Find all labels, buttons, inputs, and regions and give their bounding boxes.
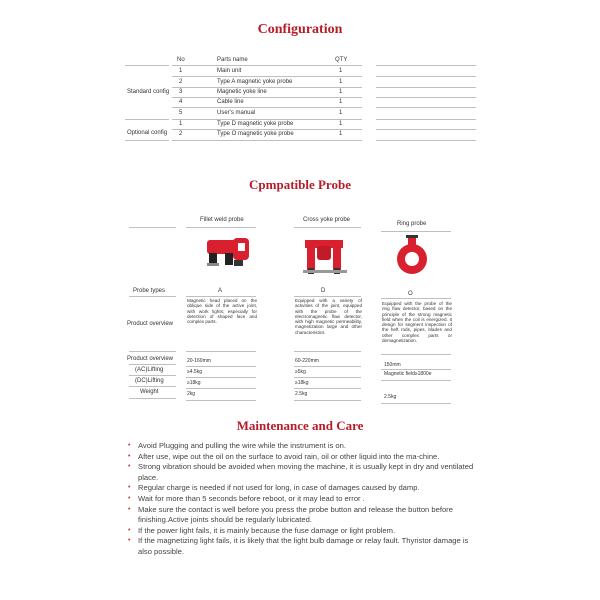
row-rule <box>186 366 256 367</box>
row-rule <box>129 351 176 352</box>
row-no: 5 <box>179 110 183 116</box>
probe-ac-lifting: ≥5kg <box>295 369 306 375</box>
probe-type: A <box>218 288 223 294</box>
probe-weight: 2.5kg <box>384 394 397 400</box>
bullet-icon: • <box>128 463 131 471</box>
group-label-standard: Standard config <box>127 89 170 95</box>
row-name: Type O magnetic yoke probe <box>217 131 294 137</box>
header-qty: QTY <box>335 57 348 63</box>
row-rule <box>172 97 362 98</box>
row-rule <box>129 364 176 365</box>
row-rule <box>172 76 362 77</box>
row-rule <box>186 227 256 228</box>
row-rule <box>381 403 451 404</box>
row-rule <box>172 119 362 120</box>
bullet-icon: • <box>128 526 131 534</box>
probe-type: O <box>408 291 413 297</box>
row-rule <box>172 87 362 88</box>
row-no: 1 <box>179 121 183 127</box>
fillet-weld-probe-image <box>203 234 253 274</box>
row-no: 2 <box>179 79 183 85</box>
row-rule <box>381 369 451 370</box>
cross-yoke-probe-image <box>303 234 349 276</box>
probe-range: 150mm <box>384 362 401 368</box>
group-rule <box>125 119 169 120</box>
row-label-dc: (DC)Lifting <box>135 378 164 384</box>
row-rule <box>381 354 451 355</box>
bullet-icon: • <box>128 494 131 502</box>
row-rule <box>129 375 176 376</box>
row-no: 1 <box>179 68 183 74</box>
probe-ac-lifting: ≥4.5kg <box>187 369 202 375</box>
probe-type: D <box>321 288 326 294</box>
row-name: User's manual <box>217 110 256 116</box>
row-rule <box>172 140 362 141</box>
row-rule <box>186 351 256 352</box>
row-label-ac: (AC)Lifting <box>135 367 164 373</box>
header-rule <box>172 65 362 66</box>
row-rule <box>186 377 256 378</box>
list-item <box>126 526 476 537</box>
list-item <box>126 536 476 557</box>
list-item <box>126 441 476 452</box>
row-rule <box>172 107 362 108</box>
row-no: 4 <box>179 99 183 105</box>
probe-title: Cpmpatible Probe <box>249 177 351 192</box>
row-rule <box>294 400 361 401</box>
probe-range: 60-220mm <box>295 358 319 364</box>
probe-overview: Equipped with a variety of activities of the joint, equipped with the probe of the electromagnetic flaw detector, with high magnetic permeability, magnetization large and other characteristics. <box>295 298 362 335</box>
bullet-icon: • <box>128 452 131 460</box>
row-qty: 1 <box>339 68 343 74</box>
blank-column-rule <box>376 140 476 141</box>
row-name: Type A magnetic yoke probe <box>217 79 293 85</box>
blank-column-rule <box>376 65 476 66</box>
maintenance-title: Maintenance and Care <box>236 418 364 433</box>
maintenance-list <box>126 441 476 558</box>
row-qty: 1 <box>339 79 343 85</box>
bullet-icon: • <box>128 505 131 513</box>
row-no: 2 <box>179 131 183 137</box>
row-rule <box>381 298 451 299</box>
blank-column-rule <box>376 97 476 98</box>
list-item-text: Avoid Plugging and pulling the wire while the instrument is on. <box>138 441 346 450</box>
probe-name: Cross yoke probe <box>303 217 351 223</box>
probe-weight: 2kg <box>187 391 196 397</box>
row-rule <box>172 129 362 130</box>
row-rule <box>381 231 451 232</box>
probe-name: Ring probe <box>397 221 427 227</box>
group-label-optional: Optional config <box>127 130 168 136</box>
row-qty: 1 <box>339 89 343 95</box>
row-rule <box>129 386 176 387</box>
bullet-icon: • <box>128 442 131 449</box>
probe-name: Fillet weld probe <box>200 217 244 223</box>
blank-column-rule <box>376 107 476 108</box>
probe-dc-lifting: ≥18kg <box>187 380 201 386</box>
blank-column-rule <box>376 87 476 88</box>
list-item <box>126 452 476 463</box>
row-rule <box>294 366 361 367</box>
ring-probe-image <box>392 235 432 279</box>
row-label-range: Product overview <box>127 356 174 362</box>
list-item <box>126 462 476 483</box>
row-rule <box>294 296 361 297</box>
group-rule <box>125 65 169 66</box>
row-qty: 1 <box>339 131 343 137</box>
row-rule <box>129 227 176 228</box>
row-rule <box>381 380 451 381</box>
row-rule <box>129 398 176 399</box>
row-rule <box>186 400 256 401</box>
list-item <box>126 505 476 526</box>
group-rule <box>125 140 169 141</box>
row-qty: 1 <box>339 99 343 105</box>
configuration-title: Configuration <box>257 22 343 37</box>
blank-column-rule <box>376 76 476 77</box>
probe-overview: Magnetic head placed on the oblique side of the active joint, with work lights; especially for detection of shaped face and complex parts. <box>187 298 257 325</box>
row-label-overview: Product overview <box>127 321 174 327</box>
probe-ac-lifting: Magnetic field≥1800e <box>384 371 432 377</box>
row-no: 3 <box>179 89 183 95</box>
row-qty: 1 <box>339 110 343 116</box>
list-item-text: After use, wipe out the oil on the surface to avoid rain, oil or other liquid into the ma-chine. <box>138 451 440 461</box>
row-name: Main unit <box>217 68 242 74</box>
row-name: Magnetic yoke line <box>217 89 267 95</box>
row-rule <box>186 388 256 389</box>
blank-column-rule <box>376 129 476 130</box>
probe-weight: 2.5kg <box>295 391 308 397</box>
row-label-probe-types: Probe types <box>133 288 166 294</box>
row-name: Type D magnetic yoke probe <box>217 121 294 127</box>
blank-column-rule <box>376 119 476 120</box>
probe-dc-lifting: ≥18kg <box>295 380 309 386</box>
list-item-text: Regular charge is needed if not used for long, in case of damages caused by damp. <box>138 483 420 493</box>
list-item-text: Strong vibration should be avoided when moving the machine, it is usually kept in dry and ventilated place. <box>138 462 474 482</box>
row-rule <box>186 296 256 297</box>
row-rule <box>294 227 361 228</box>
header-parts: Parts name <box>217 57 248 63</box>
list-item <box>126 483 476 494</box>
list-item-text: If the magnetizing light fails, it is likely that the light bulb damage or relay fault. Thyristor damage is also possible. <box>138 536 469 556</box>
row-name: Cable line <box>217 99 244 105</box>
list-item-text: Make sure the contact is well before you press the probe button and release the button before finishing.Active joints should be regularly lubricated. <box>138 504 453 525</box>
row-rule <box>129 296 176 297</box>
probe-range: 20-160mm <box>187 358 211 364</box>
list-item-text: Wait for more than 5 seconds before reboot, or it may lead to error . <box>138 493 365 503</box>
bullet-icon: • <box>128 537 131 545</box>
probe-overview: Equipped with the probe of the ring flaw detector, based on the principle of the strong magnetic field when the coil is energized. It design for segment inspection of the heft rods, pipes, blades and other complex parts or demagnetization. <box>382 301 452 344</box>
row-label-weight: Weight <box>140 389 159 395</box>
row-rule <box>294 388 361 389</box>
list-item <box>126 494 476 505</box>
header-no: No <box>177 57 185 63</box>
row-rule <box>294 377 361 378</box>
row-rule <box>294 351 361 352</box>
list-item-text: If the power light fails, it is mainly because the fuse damage or light problem. <box>138 525 396 535</box>
row-qty: 1 <box>339 121 343 127</box>
bullet-icon: • <box>128 484 131 492</box>
